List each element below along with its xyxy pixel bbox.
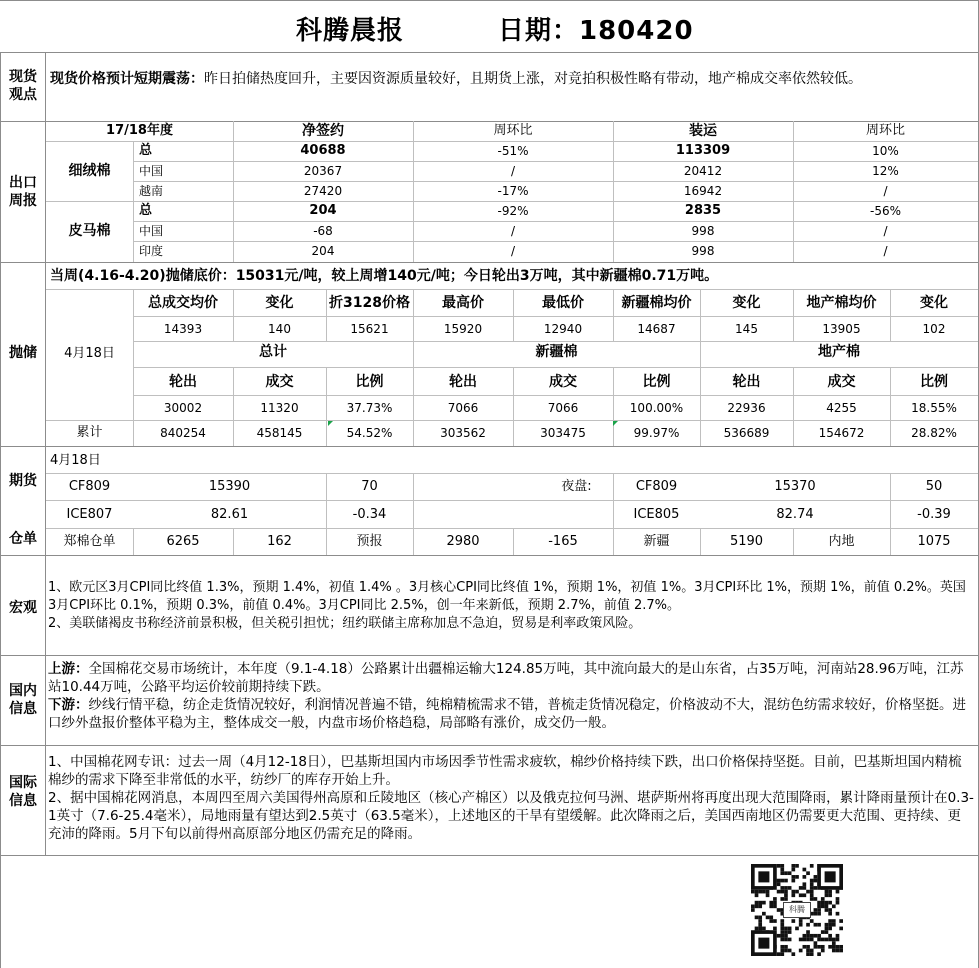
macro-item-2: 2、美联储褐皮书称经济前景积极，但关税引担忧；纽约联储主席称加息不急迫，贸易是利率政策风险。 xyxy=(48,616,642,631)
export-cell: 越南 xyxy=(139,184,164,198)
export-cell: -68 xyxy=(313,224,333,238)
section-export-label: 出口周报 xyxy=(9,175,37,209)
export-cell: / xyxy=(510,224,516,238)
auction-date: 4月18日 xyxy=(64,346,115,361)
night-session-label: 夜盘: xyxy=(561,479,592,494)
auction-price-value: 12940 xyxy=(543,322,583,336)
auction-sub-header: 轮出 xyxy=(169,374,197,390)
futures-change-1: 70 xyxy=(361,479,378,494)
auction-price-header: 总成交均价 xyxy=(148,295,218,311)
ice-contract-2: ICE805 xyxy=(633,507,680,522)
qr-logo: 科腾 xyxy=(783,902,811,918)
intl-item-1: 1、中国棉花网专讯：过去一周（4月12-18日），巴基斯坦国内市场因季节性需求疲软，棉纱价格持续下跌，出口价格保持坚挺。目前，巴基斯坦国内精梳棉纱的需求下降至非常低的水平，纺纱厂的库存开始上升。 xyxy=(48,754,962,788)
export-header-wow: 周环比 xyxy=(493,123,533,138)
auction-price-value: 13905 xyxy=(822,322,861,336)
export-header-shipment: 装运 xyxy=(689,123,717,139)
auction-price-header: 最高价 xyxy=(442,295,484,311)
warrant-cell: 1075 xyxy=(917,534,951,549)
futures-night-contract: CF809 xyxy=(635,479,678,494)
auction-day-value: 7066 xyxy=(447,401,479,415)
auction-cumulative-value: 154672 xyxy=(818,426,865,440)
auction-cumulative-value: 303475 xyxy=(540,426,586,440)
auction-sub-header: 比例 xyxy=(642,374,671,390)
export-cell: -51% xyxy=(497,144,529,158)
export-cell: 印度 xyxy=(139,244,164,258)
upstream-label: 上游： xyxy=(48,661,89,677)
auction-sub-header: 比例 xyxy=(920,374,948,390)
export-cell: / xyxy=(883,244,888,258)
export-cell: 总 xyxy=(139,203,153,218)
macro-text xyxy=(48,579,974,633)
domestic-text xyxy=(48,660,974,732)
section-intl-label: 国际信息 xyxy=(9,775,37,809)
export-group-pima: 皮马棉 xyxy=(68,223,111,239)
export-cell: 40688 xyxy=(300,143,346,158)
intl-item-2: 2、据中国棉花网消息，本周四至周六美国得州高原和丘陵地区（核心产棉区）以及俄克拉何马洲、堪萨斯州将再度出现大范围降雨，累计降雨量预计在0.3-1英寸（7.6-25.4毫米），局地雨量有望达到2.5英寸（63.5毫米），上述地区的干旱有望缓解。此次降雨之后，美国西南地区仍需要更大范围、更持续、更充沛的降雨。5月下旬以前得州高原部分地区仍需充足的降雨。 xyxy=(48,790,974,842)
auction-day-value: 100.00% xyxy=(629,401,684,415)
auction-sub-header: 成交 xyxy=(549,374,577,390)
export-cell: / xyxy=(510,244,516,258)
auction-day-value: 30002 xyxy=(163,401,203,415)
ice-price-2: 82.74 xyxy=(776,507,814,522)
auction-price-value: 15920 xyxy=(443,322,483,336)
auction-group-total: 总计 xyxy=(259,344,287,360)
export-cell: 16942 xyxy=(683,184,723,198)
auction-day-value: 4255 xyxy=(826,401,857,415)
futures-contract-1: CF809 xyxy=(68,479,111,494)
export-cell: -92% xyxy=(497,204,529,218)
auction-sub-header: 成交 xyxy=(827,374,856,390)
intl-text xyxy=(48,753,974,843)
auction-cumulative-label: 累计 xyxy=(76,425,103,440)
ice-change-2: -0.39 xyxy=(917,507,951,522)
auction-price-header: 变化 xyxy=(732,295,761,311)
cell-flag-icon xyxy=(328,421,333,426)
export-cell: 204 xyxy=(311,244,335,258)
ice-price-1: 82.61 xyxy=(210,507,249,522)
auction-sub-header: 轮出 xyxy=(449,374,477,390)
auction-price-value: 145 xyxy=(735,322,758,336)
auction-day-value: 22936 xyxy=(727,401,766,415)
warrant-cell: 郑棉仓单 xyxy=(63,534,116,549)
auction-cumulative-value: 54.52% xyxy=(346,426,393,440)
section-warrant-label: 仓单 xyxy=(9,531,37,547)
export-cell: -17% xyxy=(497,184,529,198)
export-cell: 113309 xyxy=(675,143,731,158)
export-cell: 中国 xyxy=(139,224,164,238)
auction-price-header: 变化 xyxy=(920,295,948,311)
domestic-downstream xyxy=(48,696,974,732)
auction-sub-header: 成交 xyxy=(265,374,294,390)
export-cell: 20412 xyxy=(683,164,723,178)
auction-sub-header: 比例 xyxy=(355,374,384,390)
auction-price-header: 变化 xyxy=(265,295,294,311)
spot-view-body: 昨日拍储热度回升，主要因资源质量较好，且期货上涨，对竞拍积极性略有带动，地产棉成交率依然较低。 xyxy=(204,71,862,87)
export-cell: / xyxy=(883,184,888,198)
auction-price-value: 14393 xyxy=(163,322,203,336)
warrant-cell: -165 xyxy=(548,534,578,549)
auction-group-xinjiang: 新疆棉 xyxy=(535,344,578,360)
auction-price-value: 15621 xyxy=(350,322,389,336)
warrant-cell: 5190 xyxy=(729,534,764,549)
warrant-cell: 新疆 xyxy=(643,534,670,549)
auction-cumulative-value: 28.82% xyxy=(911,426,957,440)
export-cell: 20367 xyxy=(303,164,343,178)
export-cell: 中国 xyxy=(139,164,164,178)
export-cell: / xyxy=(883,224,888,238)
auction-group-local: 地产棉 xyxy=(818,344,860,360)
export-header-net-sign: 净签约 xyxy=(302,123,344,139)
auction-day-value: 18.55% xyxy=(911,401,957,415)
export-cell: 998 xyxy=(691,244,715,258)
section-auction-label: 抛储 xyxy=(9,345,37,361)
auction-price-header: 折3128价格 xyxy=(329,295,410,311)
auction-cumulative-value: 840254 xyxy=(160,426,206,440)
export-group-upland: 细绒棉 xyxy=(68,163,111,179)
futures-night-change: 50 xyxy=(925,479,943,494)
export-cell: 12% xyxy=(872,164,899,178)
export-cell: 2835 xyxy=(684,203,722,218)
auction-sub-header: 轮出 xyxy=(732,374,761,390)
downstream-text: 纱线行情平稳，纺企走货情况较好，利润情况普遍不错，纯棉精梳需求不错，普梳走货情况稳定，价格波动不大，混纺色纺需求较好，价格坚挺。进口纱外盘报价整体平稳为主，整体成交一般，内盘市场价格趋稳，局部略有涨价，成交仍一般。 xyxy=(48,697,966,731)
export-cell: 998 xyxy=(691,224,715,238)
downstream-label: 下游： xyxy=(48,697,89,713)
warrant-cell: 2980 xyxy=(446,534,480,549)
report-header xyxy=(0,0,979,52)
export-cell: 27420 xyxy=(303,184,343,198)
upstream-text: 全国棉花交易市场统计，本年度（9.1-4.18）公路累计出疆棉运输大124.85万吨，其中流向最大的是山东省，占35万吨，河南站28.96万吨，江苏站10.44万吨，公路平均运价较前期持续下跌。 xyxy=(48,661,964,695)
export-header-season: 17/18年度 xyxy=(106,123,173,138)
export-cell: 总 xyxy=(139,143,153,158)
auction-price-header: 地产棉均价 xyxy=(806,295,877,311)
auction-price-header: 最低价 xyxy=(542,295,584,311)
auction-price-value: 140 xyxy=(268,322,291,336)
macro-item-1: 1、欧元区3月CPI同比终值 1.3%，预期 1.4%，初值 1.4% 。3月核心CPI同比终值 1%，预期 1%，初值 1%。3月CPI环比 1%，预期 1%，前值 0.2%。英国3月CPI环比 0.1%，预期 0.3%，前值 0.4%。3月CPI同比 2.5%，创一年来新低，预期 2.7%，前值 2.7%。 xyxy=(48,580,966,613)
section-macro-label: 宏观 xyxy=(9,600,37,616)
auction-cumulative-value: 458145 xyxy=(256,426,303,440)
export-cell: 204 xyxy=(309,203,337,218)
section-futures-label: 期货 xyxy=(9,473,37,489)
export-cell: / xyxy=(510,164,516,178)
export-cell: -56% xyxy=(869,204,901,218)
ice-contract-1: ICE807 xyxy=(66,507,113,522)
export-header-wow-2: 周环比 xyxy=(865,123,905,138)
section-domestic-label: 国内信息 xyxy=(9,683,37,717)
futures-date: 4月18日 xyxy=(50,453,101,468)
spot-view-text xyxy=(50,69,972,89)
warrant-cell: 6265 xyxy=(166,534,200,549)
futures-price-1: 15390 xyxy=(208,479,251,494)
auction-day-value: 7066 xyxy=(547,401,579,415)
spot-view-heading: 现货价格预计短期震荡： xyxy=(50,71,204,87)
cell-flag-icon xyxy=(613,421,618,426)
auction-price-value: 14687 xyxy=(637,322,676,336)
report-title: 科腾晨报 xyxy=(296,16,405,46)
auction-day-value: 37.73% xyxy=(346,401,393,415)
auction-summary: 当周(4.16-4.20)抛储底价：15031元/吨，较上周增140元/吨；今日轮出3万吨，其中新疆棉0.71万吨。 xyxy=(50,268,719,284)
futures-night-price: 15370 xyxy=(774,479,816,494)
warrant-cell: 预报 xyxy=(356,534,383,549)
auction-price-header: 新疆棉均价 xyxy=(621,295,692,311)
auction-cumulative-value: 303562 xyxy=(440,426,486,440)
warrant-cell: 162 xyxy=(267,534,292,549)
auction-price-value: 102 xyxy=(922,322,946,336)
export-cell: 10% xyxy=(872,144,899,158)
auction-day-value: 11320 xyxy=(260,401,299,415)
domestic-upstream xyxy=(48,660,974,696)
report-date: 日期：180420 xyxy=(498,16,694,46)
ice-change-1: -0.34 xyxy=(352,507,387,522)
auction-cumulative-value: 99.97% xyxy=(633,426,680,440)
warrant-cell: 内地 xyxy=(828,534,855,549)
auction-cumulative-value: 536689 xyxy=(723,426,770,440)
qr-code-icon xyxy=(743,864,851,956)
section-spot-label: 现货观点 xyxy=(9,69,37,103)
